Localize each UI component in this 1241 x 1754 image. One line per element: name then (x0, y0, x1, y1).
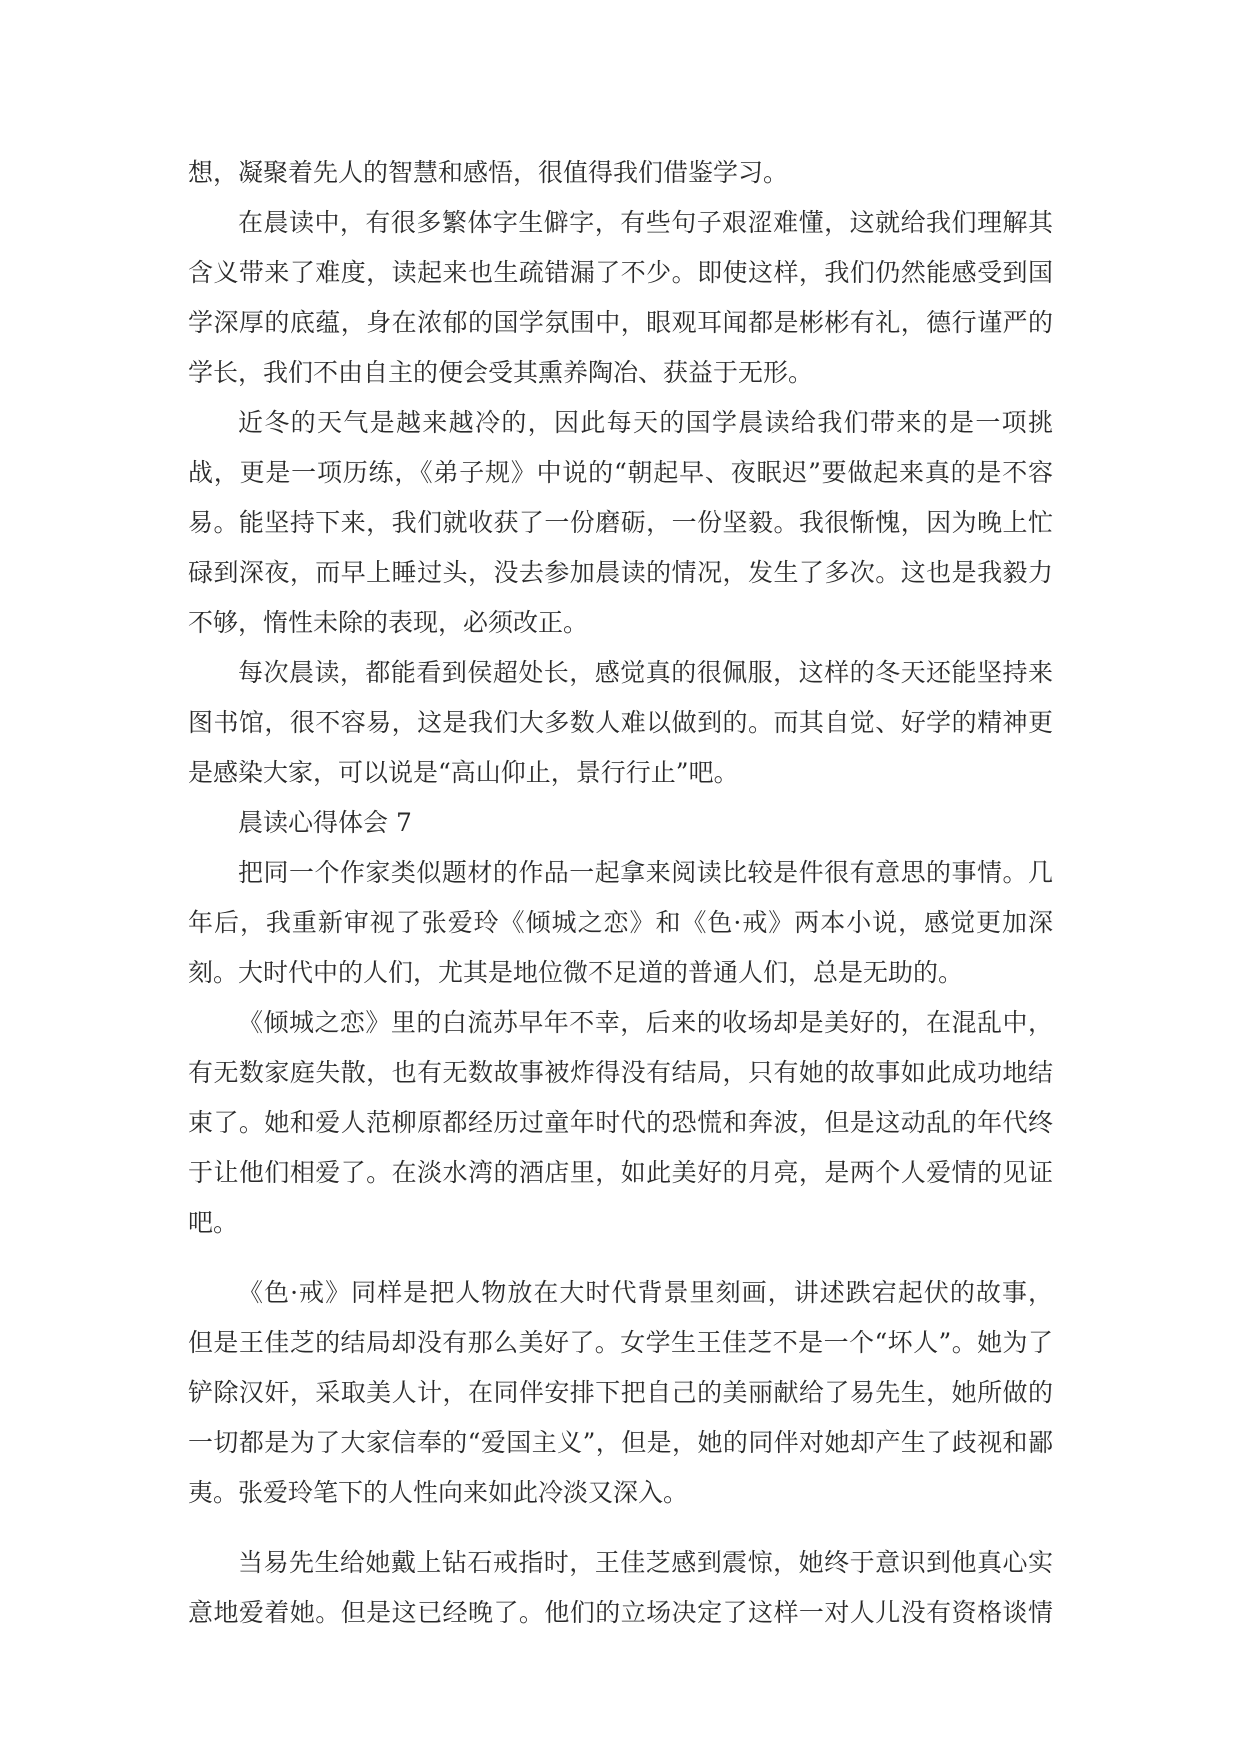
text-line: 学长，我们不由自主的便会受其熏养陶冶、获益于无形。 (188, 358, 814, 387)
text-line: 图书馆，很不容易，这是我们大多数人难以做到的。而其自觉、好学的精神更 (188, 708, 1053, 737)
text-line: 刻。大时代中的人们，尤其是地位微不足道的普通人们，总是无助的。 (188, 958, 964, 987)
text-line: 不够，惰性未除的表现，必须改正。 (188, 608, 589, 637)
paragraph-start-line: 在晨读中，有很多繁体字生僻字，有些句子艰涩难懂，这就给我们理解其 (238, 208, 1053, 237)
text-line: 夷。张爱玲笔下的人性向来如此冷淡又深入。 (188, 1478, 689, 1507)
paragraph-start-line: 每次晨读，都能看到侯超处长，感觉真的很佩服，这样的冬天还能坚持来 (238, 658, 1053, 687)
text-line: 易。能坚持下来，我们就收获了一份磨砺，一份坚毅。我很惭愧，因为晚上忙 (188, 508, 1053, 537)
body-text (188, 148, 1053, 1638)
text-line: 但是王佳芝的结局却没有那么美好了。女学生王佳芝不是一个“坏人”。她为了 (188, 1328, 1053, 1357)
text-line: 有无数家庭失散，也有无数故事被炸得没有结局，只有她的故事如此成功地结 (188, 1058, 1053, 1087)
section-heading: 晨读心得体会 7 (238, 808, 412, 837)
text-line: 吧。 (188, 1208, 239, 1237)
text-line: 铲除汉奸，采取美人计，在同伴安排下把自己的美丽献给了易先生，她所做的 (188, 1378, 1053, 1407)
text-line: 学深厚的底蕴，身在浓郁的国学氛围中，眼观耳闻都是彬彬有礼，德行谨严的 (188, 308, 1053, 337)
text-line: 意地爱着她。但是这已经晚了。他们的立场决定了这样一对人儿没有资格谈情 (188, 1598, 1053, 1627)
paragraph-start-line: 把同一个作家类似题材的作品一起拿来阅读比较是件很有意思的事情。几 (238, 858, 1053, 887)
paragraph-start-line: 当易先生给她戴上钻石戒指时，王佳芝感到震惊，她终于意识到他真心实 (238, 1548, 1053, 1577)
paragraph-start-line: 近冬的天气是越来越冷的，因此每天的国学晨读给我们带来的是一项挑 (238, 408, 1053, 437)
text-line: 年后，我重新审视了张爱玲《倾城之恋》和《色·戒》两本小说，感觉更加深 (188, 908, 1053, 937)
text-line: 碌到深夜，而早上睡过头，没去参加晨读的情况，发生了多次。这也是我毅力 (188, 558, 1053, 587)
text-line: 一切都是为了大家信奉的“爱国主义”，但是，她的同伴对她却产生了歧视和鄙 (188, 1428, 1053, 1457)
text-line: 战，更是一项历练，《弟子规》中说的“朝起早、夜眠迟”要做起来真的是不容 (188, 458, 1053, 487)
paragraph-start-line: 《色·戒》同样是把人物放在大时代背景里刻画，讲述跌宕起伏的故事， (238, 1278, 1053, 1307)
paragraph-start-line: 《倾城之恋》里的白流苏早年不幸，后来的收场却是美好的，在混乱中， (238, 1008, 1053, 1037)
text-line: 想，凝聚着先人的智慧和感悟，很值得我们借鉴学习。 (188, 158, 789, 187)
text-line: 束了。她和爱人范柳原都经历过童年时代的恐慌和奔波，但是这动乱的年代终 (188, 1108, 1053, 1137)
text-line: 是感染大家，可以说是“高山仰止，景行行止”吧。 (188, 758, 739, 787)
text-line: 含义带来了难度，读起来也生疏错漏了不少。即使这样，我们仍然能感受到国 (188, 258, 1053, 287)
text-line: 于让他们相爱了。在淡水湾的酒店里，如此美好的月亮，是两个人爱情的见证 (188, 1158, 1053, 1187)
